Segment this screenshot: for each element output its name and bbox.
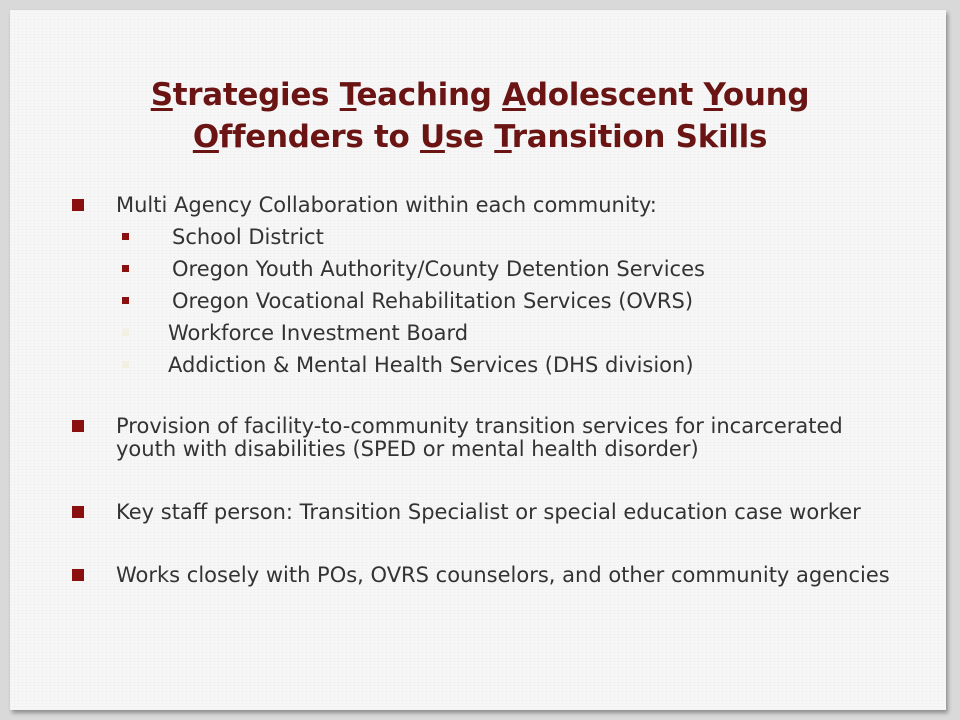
slide-title (70, 74, 890, 158)
title-line-2 (70, 116, 890, 158)
bullet-item (72, 501, 892, 524)
bullet-text: Multi Agency Collaboration within each community: (116, 193, 657, 217)
sub-bullet-item (72, 354, 892, 377)
sub-bullet-text: Workforce Investment Board (168, 321, 469, 345)
square-bullet-icon (72, 199, 84, 211)
sub-bullet-text: Oregon Vocational Rehabilitation Services (OVRS) (172, 289, 694, 313)
bullet-list (72, 194, 892, 587)
title-letter: T (494, 119, 512, 155)
title-line-1 (70, 74, 890, 116)
title-word: eaching (356, 77, 503, 113)
sub-bullet-item (72, 322, 892, 345)
title-word: oung (722, 77, 810, 113)
title-letter: U (420, 119, 445, 155)
title-word: ffenders to (218, 119, 421, 155)
bullet-text: Works closely with POs, OVRS counselors, and other community agencies (116, 563, 890, 587)
title-letter: Y (703, 77, 723, 113)
slide (10, 10, 946, 710)
square-bullet-icon (72, 506, 84, 518)
bullet-text: Key staff person: Transition Specialist or special education case worker (116, 500, 861, 524)
small-square-bullet-icon (122, 329, 129, 336)
small-square-bullet-icon (122, 297, 129, 304)
sub-bullet-text: School District (172, 225, 324, 249)
sub-bullet-text: Oregon Youth Authority/County Detention Services (172, 257, 705, 281)
bullet-item (72, 194, 892, 217)
square-bullet-icon (72, 569, 84, 581)
square-bullet-icon (72, 420, 84, 432)
title-letter: A (502, 77, 526, 113)
small-square-bullet-icon (122, 265, 129, 272)
bullet-text: Provision of facility-to-community transition services for incarcerated youth with disabilities (SPED or mental health disorder) (116, 414, 843, 461)
sub-bullet-item (72, 226, 892, 249)
small-square-bullet-icon (122, 233, 129, 240)
title-letter: S (150, 77, 173, 113)
sub-bullet-item (72, 258, 892, 281)
small-square-bullet-icon (122, 361, 129, 368)
title-word: ransition Skills (511, 119, 768, 155)
title-word: dolescent (525, 77, 704, 113)
bullet-item (72, 415, 892, 461)
sub-bullet-text: Addiction & Mental Health Services (DHS division) (168, 353, 694, 377)
title-letter: T (339, 77, 357, 113)
title-word: se (444, 119, 495, 155)
title-letter: O (192, 119, 219, 155)
bullet-item (72, 564, 892, 587)
sub-bullet-item (72, 290, 892, 313)
title-word: trategies (172, 77, 340, 113)
